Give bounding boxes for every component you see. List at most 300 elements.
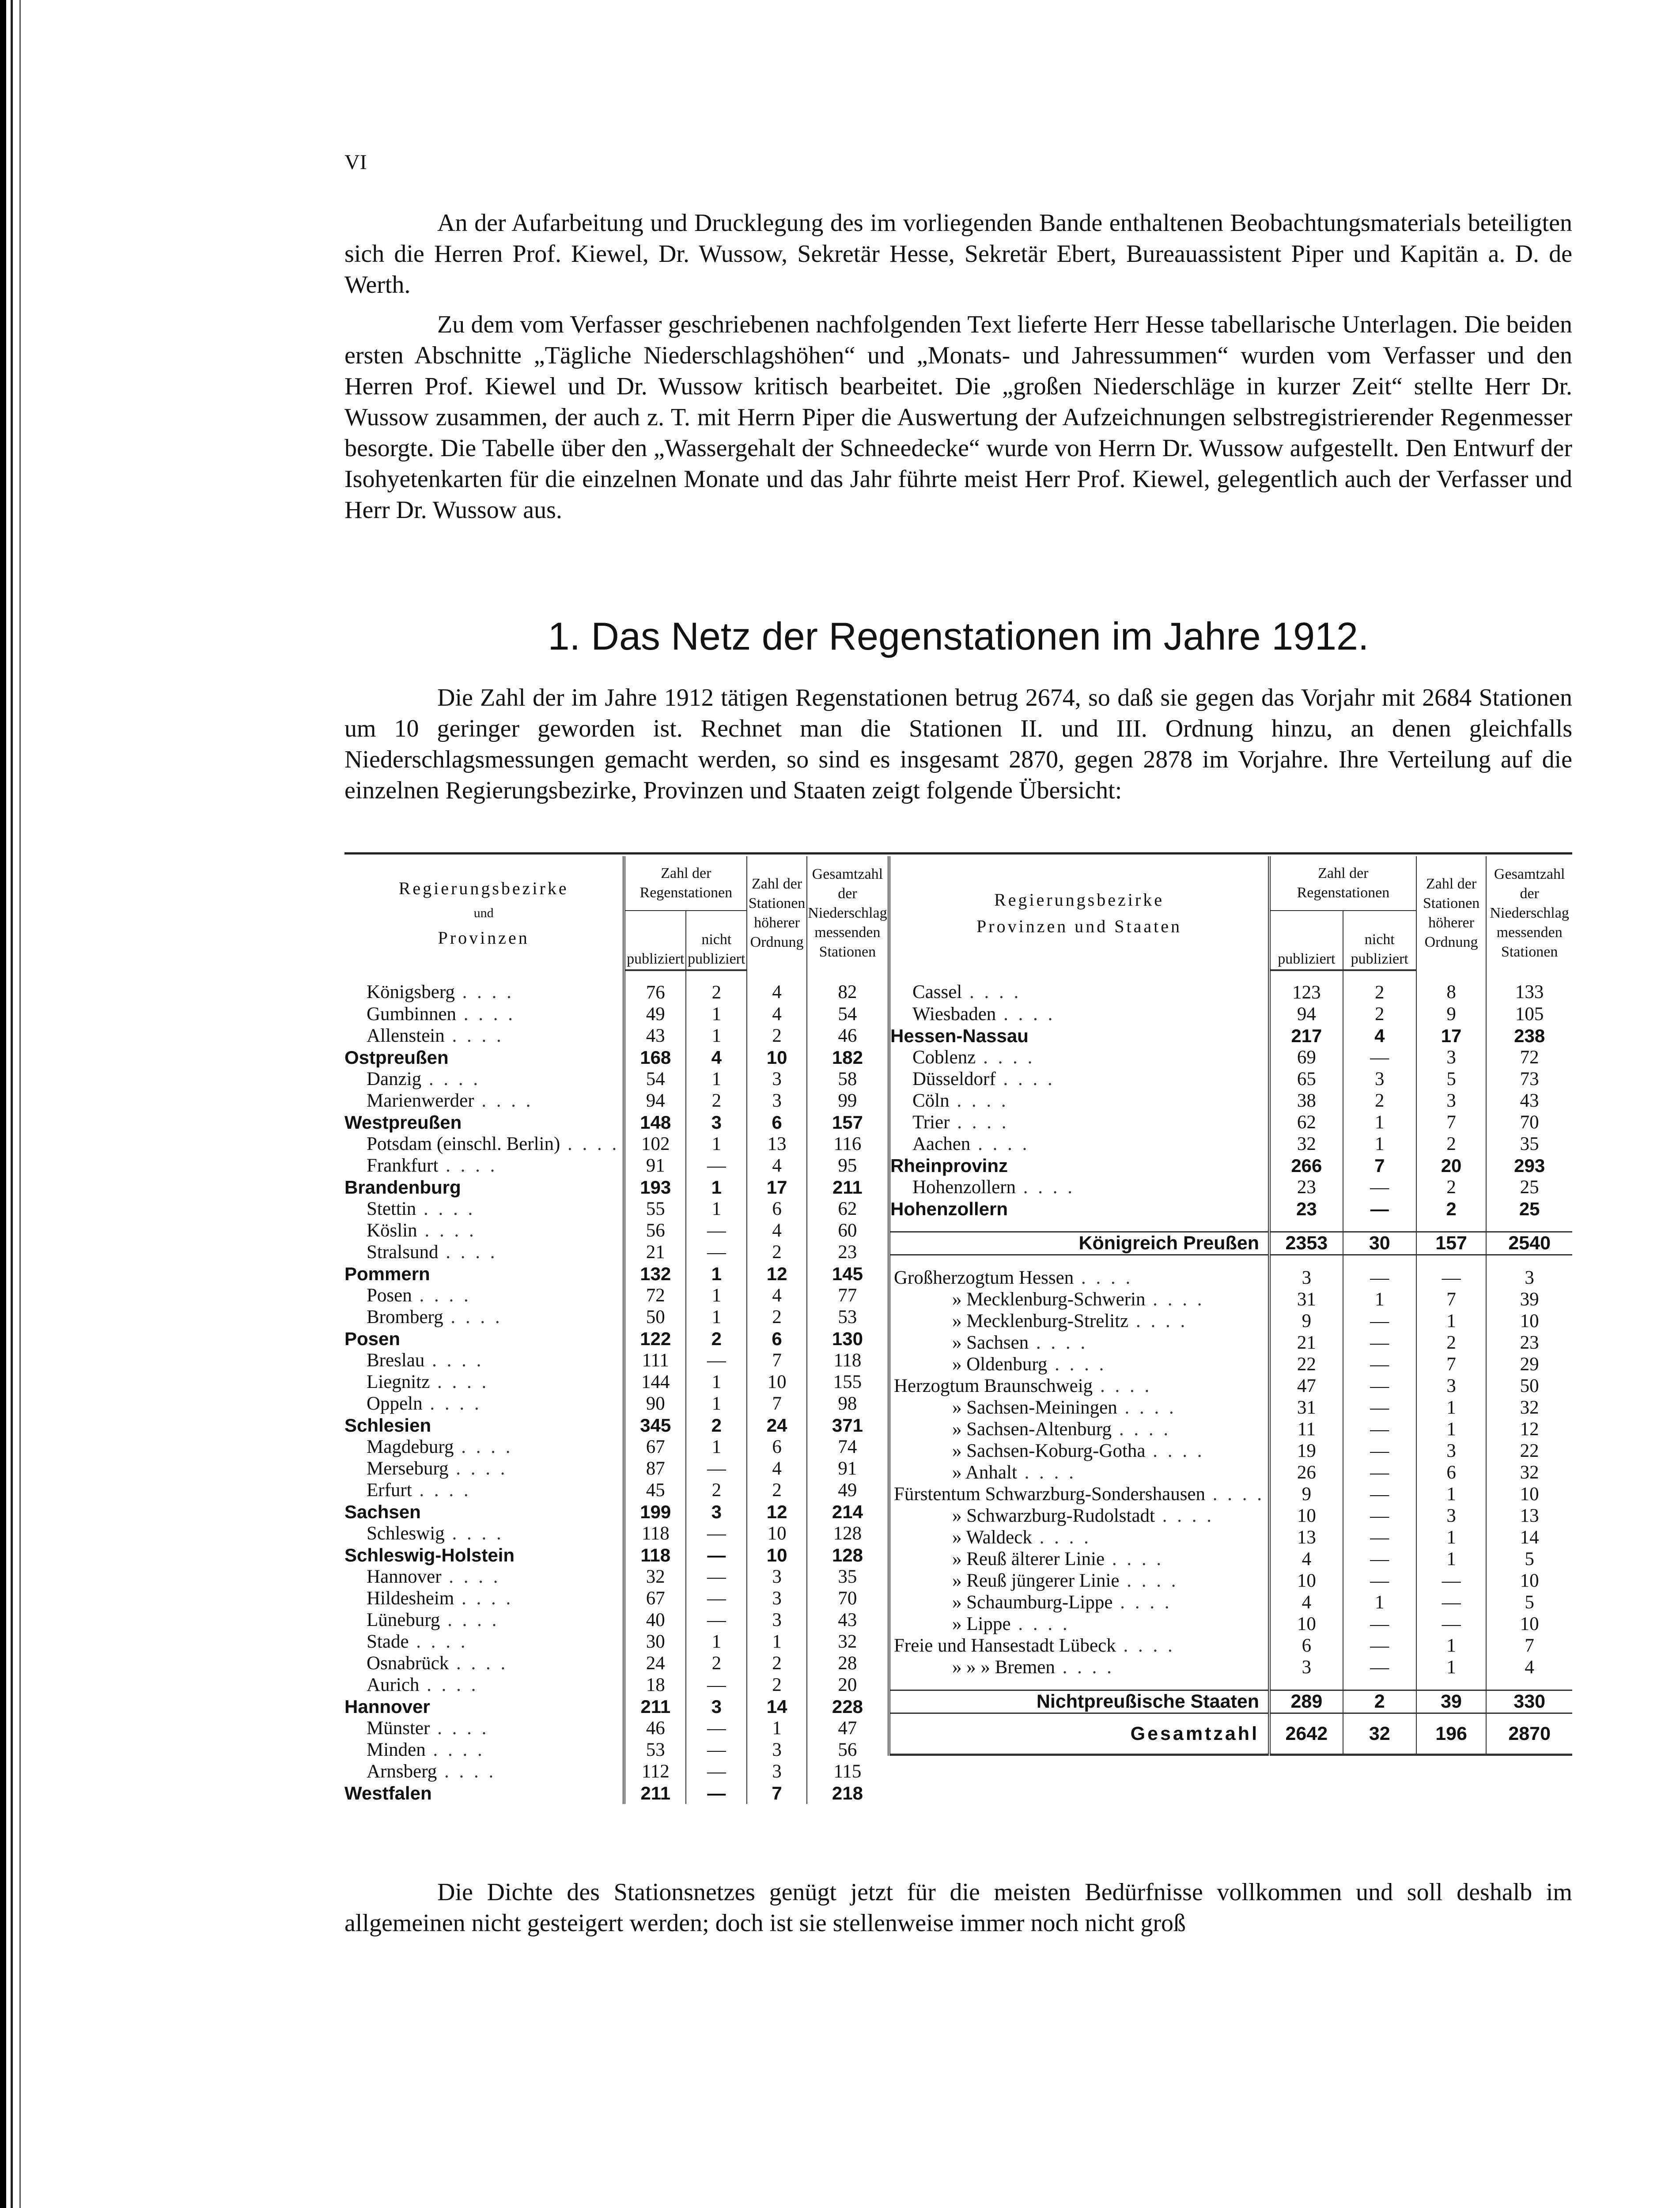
cell-not-published: 2 — [686, 1328, 747, 1350]
cell-published: 118 — [624, 1544, 686, 1566]
row-name-text: Düsseldorf — [912, 1069, 996, 1089]
cell-not-published: — — [686, 1458, 747, 1479]
stations-table — [344, 852, 1572, 1804]
dot-leader: . . . . — [454, 1588, 514, 1609]
table-row — [889, 1505, 1572, 1527]
cell-higher-order: — — [1416, 1613, 1487, 1635]
cell-total: 145 — [807, 1263, 888, 1285]
table-row — [344, 1566, 888, 1588]
cell-higher-order: 10 — [747, 1523, 806, 1544]
cell-not-published: 1 — [1343, 1112, 1416, 1133]
row-name-text: Hohenzollern — [912, 1177, 1016, 1198]
dot-leader: . . . . — [412, 1480, 471, 1501]
table-row — [889, 1289, 1572, 1310]
dot-leader: . . . . — [444, 1025, 504, 1046]
cell-higher-order: 7 — [1416, 1354, 1487, 1375]
cell-not-published: 4 — [686, 1047, 747, 1068]
row-name-text: Merseburg — [367, 1458, 449, 1479]
cell-not-published: — — [686, 1544, 747, 1566]
row-name — [889, 1570, 1269, 1592]
cell-published: 168 — [624, 1047, 686, 1068]
cell-total: 157 — [807, 1112, 888, 1133]
row-name-text: Coblenz — [912, 1047, 976, 1068]
cell-not-published: 2 — [1343, 1090, 1416, 1112]
cell-higher-order: 4 — [747, 1155, 806, 1176]
cell-total: 218 — [807, 1782, 888, 1804]
cell-higher-order: 3 — [747, 1090, 806, 1112]
cell-total: 43 — [1486, 1090, 1572, 1112]
cell-published: 10 — [1269, 1613, 1343, 1635]
cell-published: 13 — [1269, 1527, 1343, 1548]
cell-higher-order: 6 — [747, 1436, 806, 1458]
cell-total: 49 — [807, 1479, 888, 1501]
cell-total: 77 — [807, 1285, 888, 1306]
dot-leader: . . . . — [438, 1155, 498, 1176]
row-name-text: » Schwarzburg-Rudolstadt — [952, 1505, 1155, 1526]
cell-not-published: — — [686, 1609, 747, 1631]
cell-total: 46 — [807, 1025, 888, 1047]
row-name — [889, 1440, 1269, 1462]
row-name-text: Schlesien — [344, 1415, 431, 1436]
row-name — [889, 1656, 1269, 1678]
cell-not-published: — — [686, 1588, 747, 1609]
cell-not-published: 1 — [686, 1133, 747, 1155]
cell-higher-order: 3 — [747, 1068, 806, 1090]
row-name — [344, 1674, 624, 1696]
row-name — [889, 1068, 1269, 1090]
cell-total: 53 — [807, 1306, 888, 1328]
table-row — [889, 1176, 1572, 1198]
row-name-text: Nichtpreußische Staaten — [1036, 1691, 1260, 1712]
row-name-text: Wiesbaden — [912, 1004, 996, 1025]
dot-leader: . . . . — [443, 1307, 503, 1327]
cell-total: 228 — [807, 1696, 888, 1717]
row-name — [344, 1133, 624, 1155]
cell-published: 62 — [1269, 1112, 1343, 1133]
table-row — [889, 1354, 1572, 1375]
cell-total: 70 — [807, 1588, 888, 1609]
row-name-text: Cassel — [912, 982, 962, 1002]
table-row — [344, 1696, 888, 1717]
cell-higher-order: 1 — [1416, 1635, 1487, 1656]
row-name-text: » Schaumburg-Lippe — [952, 1592, 1113, 1613]
cell-published: 18 — [624, 1674, 686, 1696]
row-name-text: Gumbinnen — [367, 1004, 457, 1025]
cell-published: 4 — [1269, 1592, 1343, 1613]
cell-not-published: — — [1343, 1418, 1416, 1440]
cell-published: 26 — [1269, 1462, 1343, 1483]
intro-paragraph-2: Zu dem vom Verfasser geschriebenen nachfolgenden Text lieferte Herr Hesse tabellarische Unterlagen. Die beiden ersten Abschnitte „Tägliche Niederschlagshöhen“ und „Monats- und Jahressummen“ wurden vom Verfasser und den Herren Prof. Kiewel und Dr. Wussow kritisch bearbeitet. Die „großen Niederschläge in kurzer Zeit“ stellte Herr Dr. Wussow zusammen, der auch z. T. mit Herrn Piper die Auswertung der Aufzeichnungen selbstregistrierender Regenmesser besorgte. Die Tabelle über den „Wassergehalt der Schneedecke“ wurde von Herrn Dr. Wussow aufgestellt. Den Entwurf der Isohyetenkarten für die einzelnen Monate und das Jahr führte meist Herr Prof. Kiewel, gelegentlich auch der Verfasser und Herr Dr. Wussow aus. — [344, 311, 1572, 524]
cell-published: 6 — [1269, 1635, 1343, 1656]
table-row — [344, 1761, 888, 1782]
dot-leader: . . . . — [1128, 1311, 1188, 1331]
row-name-text: » Oldenburg — [952, 1354, 1048, 1375]
row-name — [344, 1479, 624, 1501]
table-row — [344, 1414, 888, 1436]
cell-not-published: — — [1343, 1375, 1416, 1397]
row-name-text: Rheinprovinz — [890, 1155, 1008, 1176]
cell-higher-order: 3 — [747, 1761, 806, 1782]
cell-published: 24 — [624, 1652, 686, 1674]
cell-not-published: 1 — [686, 1285, 747, 1306]
dot-leader: . . . . — [1055, 1657, 1114, 1678]
dot-leader: . . . . — [1145, 1289, 1205, 1310]
table-gap — [889, 1255, 1572, 1267]
row-name-text: Großherzogtum Hessen — [894, 1267, 1074, 1288]
cell-total: 10 — [1486, 1483, 1572, 1505]
cell-not-published: 2 — [686, 970, 747, 1003]
cell-published: 23 — [1269, 1198, 1343, 1220]
table-row — [344, 1782, 888, 1804]
row-name — [344, 1588, 624, 1609]
cell-not-published: — — [1343, 1527, 1416, 1548]
row-name — [344, 1241, 624, 1263]
cell-higher-order: 157 — [1416, 1232, 1487, 1255]
cell-published: 2642 — [1269, 1713, 1343, 1755]
cell-total: 2870 — [1486, 1713, 1572, 1755]
table-row — [344, 1436, 888, 1458]
cell-higher-order: 1 — [1416, 1483, 1487, 1505]
row-name — [889, 1289, 1269, 1310]
cell-published: 3 — [1269, 1656, 1343, 1678]
row-name — [889, 1155, 1269, 1176]
right-header-hoeher: Zahl der Stationen höherer Ordnung — [1416, 856, 1487, 970]
dot-leader: . . . . — [1117, 1397, 1177, 1418]
row-name-text: Magdeburg — [367, 1437, 454, 1457]
row-name — [344, 1350, 624, 1371]
row-name — [889, 1635, 1269, 1656]
cell-published: 123 — [1269, 970, 1343, 1003]
cell-total: 293 — [1486, 1155, 1572, 1176]
cell-higher-order: 10 — [747, 1371, 806, 1393]
table-gap — [889, 1678, 1572, 1690]
cell-published: 90 — [624, 1393, 686, 1414]
row-name — [889, 1310, 1269, 1332]
cell-not-published: — — [686, 1674, 747, 1696]
dot-leader: . . . . — [1016, 1177, 1075, 1198]
row-name-text: Schleswig-Holstein — [344, 1545, 515, 1565]
table-row — [344, 1176, 888, 1198]
row-name-text: » Sachsen-Meiningen — [952, 1397, 1117, 1418]
cell-higher-order: — — [1416, 1570, 1487, 1592]
binding-edge — [0, 0, 6, 2208]
row-name — [344, 970, 624, 1003]
row-name-text: Westfalen — [344, 1783, 432, 1803]
cell-published: 132 — [624, 1263, 686, 1285]
dot-leader: . . . . — [1112, 1592, 1172, 1613]
cell-higher-order: 4 — [747, 1458, 806, 1479]
cell-not-published: 3 — [1343, 1068, 1416, 1090]
dot-leader: . . . . — [424, 1350, 484, 1371]
cell-higher-order: 2 — [747, 1479, 806, 1501]
table-row — [889, 1332, 1572, 1354]
cell-published: 32 — [1269, 1133, 1343, 1155]
dot-leader: . . . . — [425, 1739, 485, 1760]
cell-published: 211 — [624, 1782, 686, 1804]
cell-published: 46 — [624, 1717, 686, 1739]
row-name — [344, 1414, 624, 1436]
left-header-hoeher: Zahl der Stationen höherer Ordnung — [747, 856, 806, 970]
row-name — [889, 1133, 1269, 1155]
dot-leader: . . . . — [474, 1090, 534, 1111]
dot-leader: . . . . — [438, 1242, 498, 1263]
cell-not-published: 1 — [1343, 1289, 1416, 1310]
dot-leader: . . . . — [417, 1220, 477, 1241]
cell-total: 5 — [1486, 1548, 1572, 1570]
row-name — [889, 1112, 1269, 1133]
table-row — [344, 1717, 888, 1739]
left-header-name: Regierungsbezirke und Provinzen — [398, 878, 569, 948]
row-name — [889, 1232, 1269, 1255]
cell-higher-order: 2 — [747, 1306, 806, 1328]
table-row — [344, 1523, 888, 1544]
row-name-text: Westpreußen — [344, 1112, 462, 1133]
dot-leader: . . . . — [430, 1718, 489, 1739]
cell-total: 91 — [807, 1458, 888, 1479]
cell-not-published: 2 — [686, 1090, 747, 1112]
row-name-text: Münster — [367, 1718, 430, 1739]
cell-higher-order: 1 — [1416, 1656, 1487, 1678]
cell-higher-order: 6 — [747, 1198, 806, 1220]
row-name — [344, 1112, 624, 1133]
cell-total: 12 — [1486, 1418, 1572, 1440]
cell-not-published: 2 — [686, 1414, 747, 1436]
row-name-text: Hohenzollern — [890, 1199, 1008, 1219]
row-name-text: Königreich Preußen — [1078, 1233, 1260, 1254]
dot-leader: . . . . — [1093, 1376, 1152, 1396]
right-header-pub: publiziert — [1269, 911, 1343, 970]
row-name-text: » Sachsen-Koburg-Gotha — [952, 1440, 1146, 1461]
row-name-text: Lüneburg — [367, 1610, 440, 1630]
cell-higher-order: 7 — [1416, 1289, 1487, 1310]
table-row — [889, 1713, 1572, 1755]
dot-leader: . . . . — [1047, 1354, 1107, 1375]
left-header-nichtpub: nicht publiziert — [686, 911, 747, 970]
row-name — [889, 1176, 1269, 1198]
row-name — [889, 1483, 1269, 1505]
row-name — [344, 1566, 624, 1588]
table-row — [344, 1263, 888, 1285]
table-row — [889, 1375, 1572, 1397]
row-name-text: » Reuß jüngerer Linie — [952, 1570, 1120, 1591]
cell-higher-order: 5 — [1416, 1068, 1487, 1090]
row-name-text: Allenstein — [367, 1025, 445, 1046]
cell-total: 10 — [1486, 1570, 1572, 1592]
table-row — [889, 1267, 1572, 1289]
cell-total: 29 — [1486, 1354, 1572, 1375]
table-row — [344, 1047, 888, 1068]
cell-published: 31 — [1269, 1289, 1343, 1310]
row-name — [344, 1263, 624, 1285]
cell-higher-order: 6 — [1416, 1462, 1487, 1483]
table-row — [889, 1548, 1572, 1570]
row-name — [889, 1713, 1269, 1755]
cell-higher-order: 20 — [1416, 1155, 1487, 1176]
dot-leader: . . . . — [1205, 1484, 1265, 1505]
row-name-text: Erfurt — [367, 1480, 412, 1501]
dot-leader: . . . . — [449, 1653, 508, 1674]
row-name — [344, 1717, 624, 1739]
cell-higher-order: 8 — [1416, 970, 1487, 1003]
cell-published: 118 — [624, 1523, 686, 1544]
table-row — [344, 1220, 888, 1241]
row-name-text: Danzig — [367, 1069, 422, 1089]
row-name — [344, 1523, 624, 1544]
cell-published: 56 — [624, 1220, 686, 1241]
table-row — [344, 1371, 888, 1393]
row-name — [889, 1592, 1269, 1613]
cell-not-published: 1 — [686, 1371, 747, 1393]
closing-paragraph: Die Dichte des Stationsnetzes genügt jetzt für die meisten Bedürfnisse vollkommen und soll deshalb im allgemeinen nicht gesteigert werden; doch ist sie stellenweise immer noch nicht groß — [344, 1879, 1572, 1937]
cell-higher-order: 13 — [747, 1133, 806, 1155]
cell-higher-order: 7 — [747, 1782, 806, 1804]
cell-published: 32 — [624, 1566, 686, 1588]
cell-total: 2540 — [1486, 1232, 1572, 1255]
cell-total: 238 — [1486, 1025, 1572, 1047]
row-name-text: Marienwerder — [367, 1090, 474, 1111]
table-row — [344, 1112, 888, 1133]
cell-higher-order: 2 — [747, 1025, 806, 1047]
table-row — [344, 1631, 888, 1652]
row-name-text: » Anhalt — [952, 1462, 1017, 1483]
left-table-body — [344, 970, 888, 1804]
dot-leader: . . . . — [1010, 1614, 1070, 1634]
cell-higher-order: 1 — [747, 1717, 806, 1739]
cell-total: 25 — [1486, 1198, 1572, 1220]
cell-published: 30 — [624, 1631, 686, 1652]
table-row — [889, 1656, 1572, 1678]
row-name-text: Trier — [912, 1112, 950, 1133]
row-name-text: Stettin — [367, 1199, 416, 1219]
dot-leader: . . . . — [437, 1761, 496, 1782]
cell-higher-order: 7 — [747, 1393, 806, 1414]
right-header-name: Regierungsbezirke Provinzen und Staaten — [976, 890, 1182, 936]
cell-higher-order: 4 — [747, 1003, 806, 1025]
cell-not-published: — — [1343, 1635, 1416, 1656]
cell-not-published: — — [1343, 1047, 1416, 1068]
dot-leader: . . . . — [448, 1458, 508, 1479]
row-name-text: Stralsund — [367, 1242, 439, 1263]
cell-not-published: — — [1343, 1176, 1416, 1198]
dot-leader: . . . . — [441, 1566, 501, 1587]
table-row — [344, 1068, 888, 1090]
table-row — [344, 1588, 888, 1609]
row-name — [344, 1068, 624, 1090]
row-name-text: Schleswig — [367, 1523, 445, 1544]
row-name-text: Arnsberg — [367, 1761, 437, 1782]
cell-total: 155 — [807, 1371, 888, 1393]
cell-total: 115 — [807, 1761, 888, 1782]
cell-not-published: — — [686, 1220, 747, 1241]
left-header-gesamt: Gesamtzahl der Niederschlag messenden Stationen — [807, 856, 888, 970]
cell-published: 94 — [1269, 1003, 1343, 1025]
cell-not-published: — — [686, 1739, 747, 1761]
cell-published: 69 — [1269, 1047, 1343, 1068]
table-row — [889, 1440, 1572, 1462]
row-name — [344, 1047, 624, 1068]
row-name — [344, 1025, 624, 1047]
cell-not-published: — — [1343, 1198, 1416, 1220]
section-title: 1. Das Netz der Regenstationen im Jahre 1912. — [548, 614, 1369, 658]
cell-published: 50 — [624, 1306, 686, 1328]
row-name-text: Posen — [367, 1285, 412, 1306]
row-name — [344, 1652, 624, 1674]
table-row — [889, 1613, 1572, 1635]
row-name — [889, 1332, 1269, 1354]
cell-higher-order: 3 — [747, 1588, 806, 1609]
cell-not-published: — — [1343, 1462, 1416, 1483]
cell-published: 122 — [624, 1328, 686, 1350]
cell-higher-order: 3 — [1416, 1090, 1487, 1112]
cell-not-published: 2 — [1343, 1690, 1416, 1713]
cell-published: 72 — [624, 1285, 686, 1306]
cell-not-published: 1 — [1343, 1592, 1416, 1613]
cell-total: 20 — [807, 1674, 888, 1696]
cell-total: 98 — [807, 1393, 888, 1414]
cell-higher-order: 6 — [747, 1112, 806, 1133]
cell-not-published: — — [686, 1241, 747, 1263]
cell-higher-order: 3 — [1416, 1505, 1487, 1527]
cell-not-published: — — [686, 1717, 747, 1739]
dot-leader: . . . . — [419, 1675, 479, 1695]
cell-not-published: 1 — [686, 1025, 747, 1047]
cell-higher-order: 12 — [747, 1501, 806, 1523]
cell-total: 74 — [807, 1436, 888, 1458]
cell-not-published: 2 — [686, 1479, 747, 1501]
table-row — [344, 1025, 888, 1047]
row-name-text: » » » Bremen — [952, 1657, 1055, 1678]
dot-leader: . . . . — [950, 1112, 1009, 1133]
row-name-text: Posen — [344, 1328, 401, 1349]
cell-higher-order: 4 — [747, 1285, 806, 1306]
cell-published: 199 — [624, 1501, 686, 1523]
dot-leader: . . . . — [949, 1090, 1009, 1111]
cell-published: 43 — [624, 1025, 686, 1047]
cell-total: 211 — [807, 1176, 888, 1198]
left-header-zahl: Zahl der Regenstationen — [624, 856, 747, 911]
cell-not-published: — — [686, 1782, 747, 1804]
cell-higher-order: 3 — [1416, 1440, 1487, 1462]
row-name — [344, 1220, 624, 1241]
table-row — [344, 1501, 888, 1523]
cell-total: 13 — [1486, 1505, 1572, 1527]
row-name — [344, 1458, 624, 1479]
cell-total: 371 — [807, 1414, 888, 1436]
cell-not-published: 1 — [686, 1393, 747, 1414]
dot-leader: . . . . — [416, 1199, 476, 1219]
cell-higher-order: 1 — [747, 1631, 806, 1652]
cell-published: 4 — [1269, 1548, 1343, 1570]
cell-published: 266 — [1269, 1155, 1343, 1176]
cell-published: 47 — [1269, 1375, 1343, 1397]
cell-higher-order: 7 — [747, 1350, 806, 1371]
cell-total: 105 — [1486, 1003, 1572, 1025]
row-name — [889, 1548, 1269, 1570]
cell-total: 116 — [807, 1133, 888, 1155]
row-name-text: Potsdam (einschl. Berlin) — [367, 1134, 560, 1154]
row-name-text: Stade — [367, 1631, 409, 1652]
row-name — [344, 1393, 624, 1414]
row-name-text: Pommern — [344, 1263, 430, 1284]
cell-not-published: 1 — [686, 1436, 747, 1458]
row-name — [344, 1285, 624, 1306]
cell-total: 43 — [807, 1609, 888, 1631]
cell-published: 10 — [1269, 1505, 1343, 1527]
cell-published: 40 — [624, 1609, 686, 1631]
cell-higher-order: 2 — [1416, 1176, 1487, 1198]
table-row — [344, 1609, 888, 1631]
table-row — [889, 1068, 1572, 1090]
